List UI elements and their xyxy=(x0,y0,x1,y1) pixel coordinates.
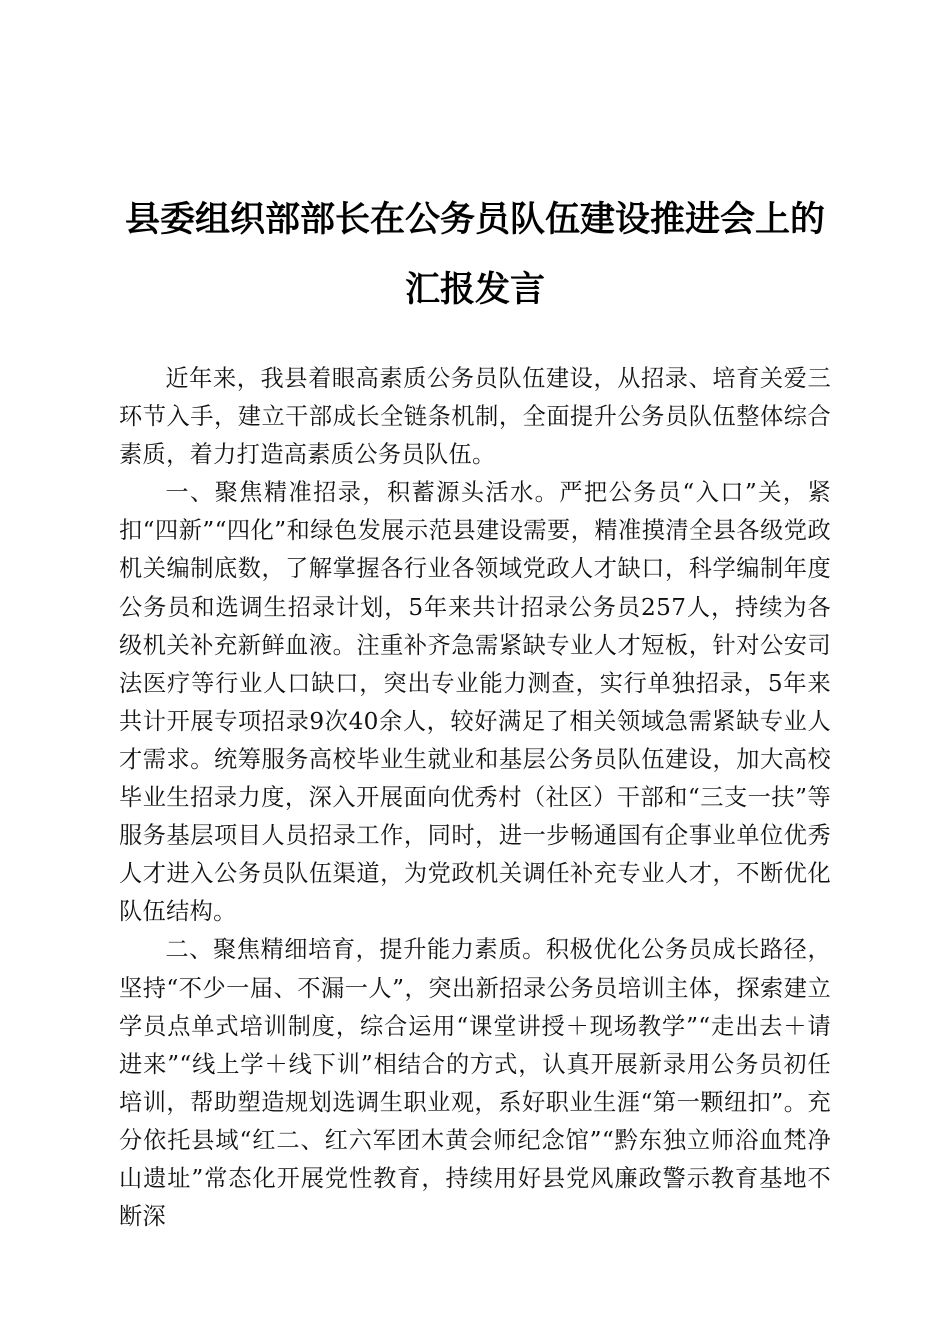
document-title-line-2: 汇报发言 xyxy=(404,269,545,310)
paragraph-section-two: 二、聚焦精细培育，提升能力素质。积极优化公务员成长路径，坚持“不少一届、不漏一人”，突出新招录公务员培训主体，探索建立学员点单式培训制度，综合运用“课堂讲授＋现场教学”“走出去＋请进来”“线上学＋线下训”相结合的方式，认真开展新录用公务员初任培训，帮助塑造规划选调生职业观，系好职业生涯“第一颗纽扣”。充分依托县域“红二、红六军团木黄会师纪念馆”“黔东独立师浴血梵净山遗址”常态化开展党性教育，持续用好县党风廉政警示教育基地不断深 xyxy=(119,936,831,1231)
document-title-line-1: 县委组织部部长在公务员队伍建设推进会上的 xyxy=(124,199,825,240)
document-body xyxy=(119,360,831,1236)
paragraph-section-one: 一、聚焦精准招录，积蓄源头活水。严把公务员“入口”关，紧扣“四新”“四化”和绿色发展示范县建设需要，精准摸清全县各级党政机关编制底数，了解掌握各行业各领域党政人才缺口，科学编制年度公务员和选调生招录计划，5年来共计招录公务员257人，持续为各级机关补充新鲜血液。注重补齐急需紧缺专业人才短板，针对公安司法医疗等行业人口缺口，突出专业能力测查，实行单独招录，5年来共计开展专项招录9次40余人，较好满足了相关领域急需紧缺专业人才需求。统筹服务高校毕业生就业和基层公务员队伍建设，加大高校毕业生招录力度，深入开展面向优秀村（社区）干部和“三支一扶”等服务基层项目人员招录工作，同时，进一步畅通国有企事业单位优秀人才进入公务员队伍渠道，为党政机关调任补充专业人才，不断优化队伍结构。 xyxy=(119,479,831,926)
paragraph-intro: 近年来，我县着眼高素质公务员队伍建设，从招录、培育关爱三环节入手，建立干部成长全链条机制，全面提升公务员队伍整体综合素质，着力打造高素质公务员队伍。 xyxy=(119,365,831,469)
